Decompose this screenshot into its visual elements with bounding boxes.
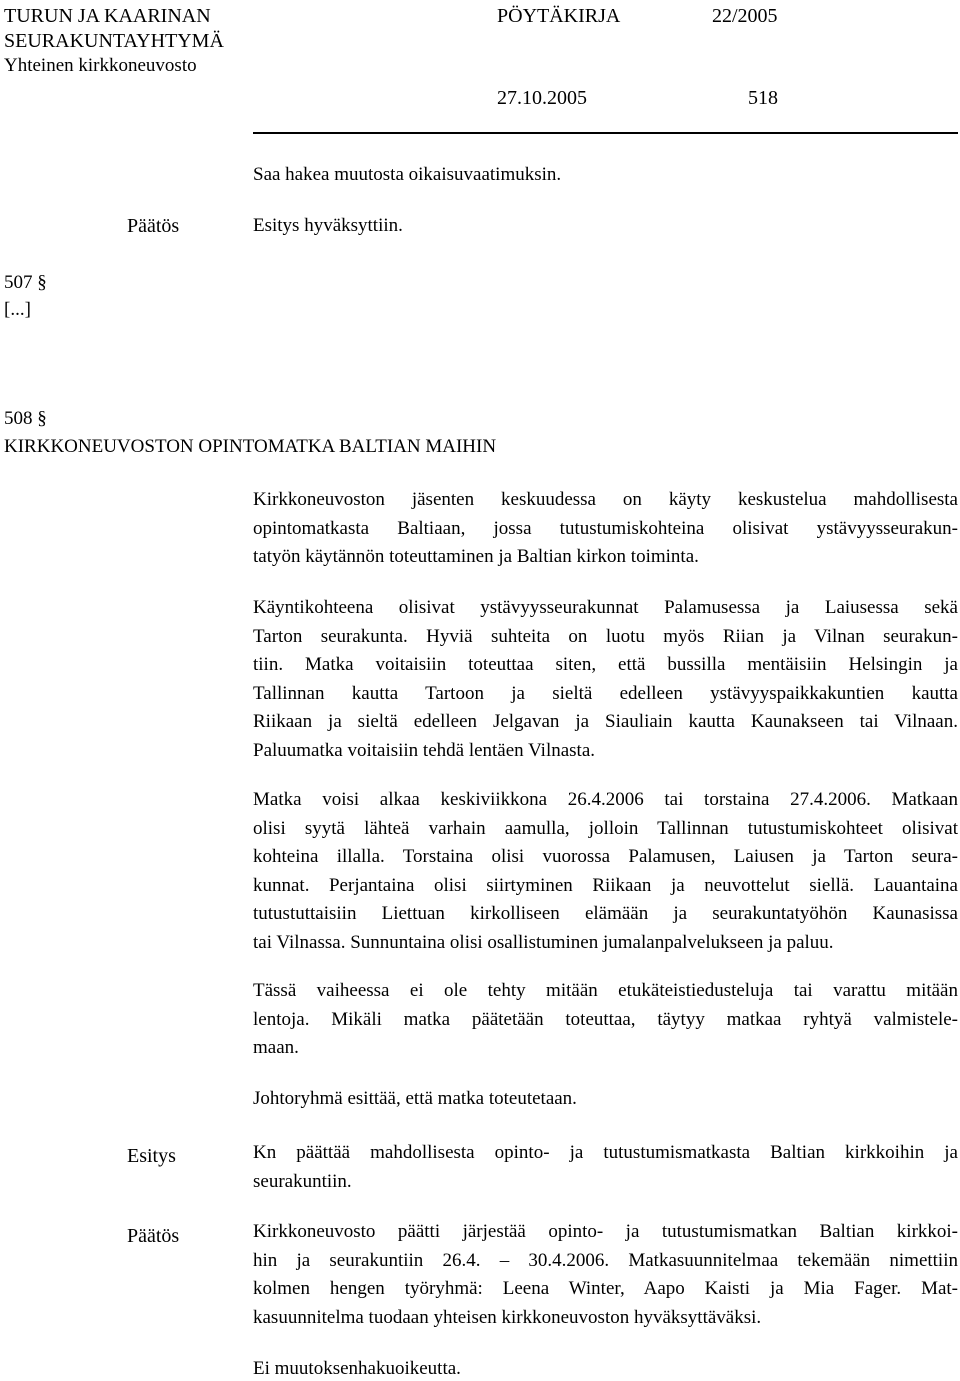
section-508-heading	[4, 407, 47, 431]
doc-number: 22/2005	[712, 5, 778, 27]
paatos-label: Päätös	[127, 215, 180, 237]
esitys-label: Esitys	[127, 1145, 176, 1167]
doc-type: PÖYTÄKIRJA	[497, 5, 621, 27]
text-line: seurakuntiin.	[253, 1170, 352, 1192]
text-line: Kn päättää mahdollisesta opinto- ja tutustumismatkasta Baltian kirkkoihin ja	[253, 1142, 958, 1163]
text-line: Tässä vaiheessa ei ole tehty mitään etukäteistiedusteluja tai varattu mitään	[253, 980, 958, 1001]
text-line: lentoja. Mikäli matka päätetään toteuttaa, täytyy matkaa ryhtyä valmistele-	[253, 1008, 958, 1030]
text-line: tai Vilnassa. Sunnuntaina olisi osallistuminen jumalanpalvelukseen ja paluu.	[253, 931, 834, 953]
section-number: 507	[4, 272, 33, 293]
text-line: hin ja seurakuntiin 26.4. – 30.4.2006. Matkasuunnitelmaa tekemään nimettiin	[253, 1249, 958, 1271]
esitys-text	[253, 1139, 958, 1196]
section-507-heading	[4, 271, 47, 295]
paragraph-4	[253, 977, 958, 1063]
meeting-date: 27.10.2005	[497, 87, 587, 109]
omitted-marker: [...]	[4, 299, 31, 320]
text-line: kohteina illalla. Torstaina olisi vuorossa Palamusen, Laiusen ja Tarton seura-	[253, 846, 958, 867]
text-line: Riikaan ja sieltä edelleen Jelgavan ja Siauliain kautta Kaunakseen tai Vilnaan.	[253, 711, 958, 732]
paatos-text	[253, 1218, 958, 1332]
text-line: tutustuttaisiin Liettuan kirkolliseen elämään ja seurakuntatyöhön Kaunasissa	[253, 903, 958, 924]
text-line: Kirkkoneuvoston jäsenten keskuudessa on käyty keskustelua mahdollisesta	[253, 489, 958, 510]
appeal-statement: Ei muutoksenhakuoikeutta.	[253, 1358, 461, 1379]
section-sign: §	[37, 408, 47, 429]
org-name-line2: SEURAKUNTAYHTYMÄ	[4, 30, 224, 52]
paatos-label: Päätös	[127, 1225, 180, 1247]
text-line: kunnat. Perjantaina olisi siirtyminen Riikaan ja neuvottelut siellä. Lauantaina	[253, 874, 958, 896]
paragraph-5	[253, 1085, 958, 1114]
paragraph-1	[253, 486, 958, 572]
paatos-text: Esitys hyväksyttiin.	[253, 215, 403, 236]
text-line: olisi syytä lähteä varhain aamulla, jolloin Tallinnan tutustumiskohteet olisivat	[253, 817, 958, 839]
text-line: tiin. Matka voitaisiin toteuttaa siten, että bussilla mentäisiin Helsingin ja	[253, 654, 958, 675]
section-number: 508	[4, 408, 33, 429]
text-line: Tallinnan kautta Tartoon ja sieltä edelleen ystävyyspaikkakuntien kautta	[253, 682, 958, 704]
paragraph-2	[253, 594, 958, 765]
text-line: maan.	[253, 1037, 299, 1058]
text-line: Johtoryhmä esittää, että matka toteutetaan.	[253, 1088, 577, 1109]
appeal-note: Saa hakea muutosta oikaisuvaatimuksin.	[253, 164, 562, 185]
section-title: KIRKKONEUVOSTON OPINTOMATKA BALTIAN MAIHIN	[4, 436, 497, 457]
section-sign: §	[37, 272, 47, 293]
text-line: Paluumatka voitaisiin tehdä lentäen Vilnasta.	[253, 739, 596, 761]
text-line: opintomatkasta Baltiaan, jossa tutustumiskohteina olisivat ystävyysseurakun-	[253, 517, 958, 539]
page-number: 518	[748, 87, 778, 109]
text-line: kasuunnitelma tuodaan yhteisen kirkkoneuvoston hyväksyttäväksi.	[253, 1306, 762, 1328]
org-name-line3: Yhteinen kirkkoneuvosto	[4, 55, 197, 76]
paragraph-3	[253, 786, 958, 957]
text-line: Tarton seurakunta. Hyviä suhteita on luotu myös Riian ja Vilnan seurakun-	[253, 625, 958, 647]
text-line: Matka voisi alkaa keskiviikkona 26.4.2006 tai torstaina 27.4.2006. Matkaan	[253, 789, 958, 810]
text-line: tatyön käytännön toteuttaminen ja Baltian kirkon toiminta.	[253, 546, 699, 567]
text-line: Käyntikohteena olisivat ystävyysseurakunnat Palamusessa ja Laiusessa sekä	[253, 597, 958, 618]
text-line: Kirkkoneuvosto päätti järjestää opinto- ja tutustumismatkan Baltian kirkkoi-	[253, 1221, 958, 1242]
text-line: kolmen hengen työryhmä: Leena Winter, Aapo Kaisti ja Mia Fager. Mat-	[253, 1278, 958, 1299]
org-name-line1: TURUN JA KAARINAN	[4, 5, 211, 27]
header-rule	[253, 132, 958, 134]
